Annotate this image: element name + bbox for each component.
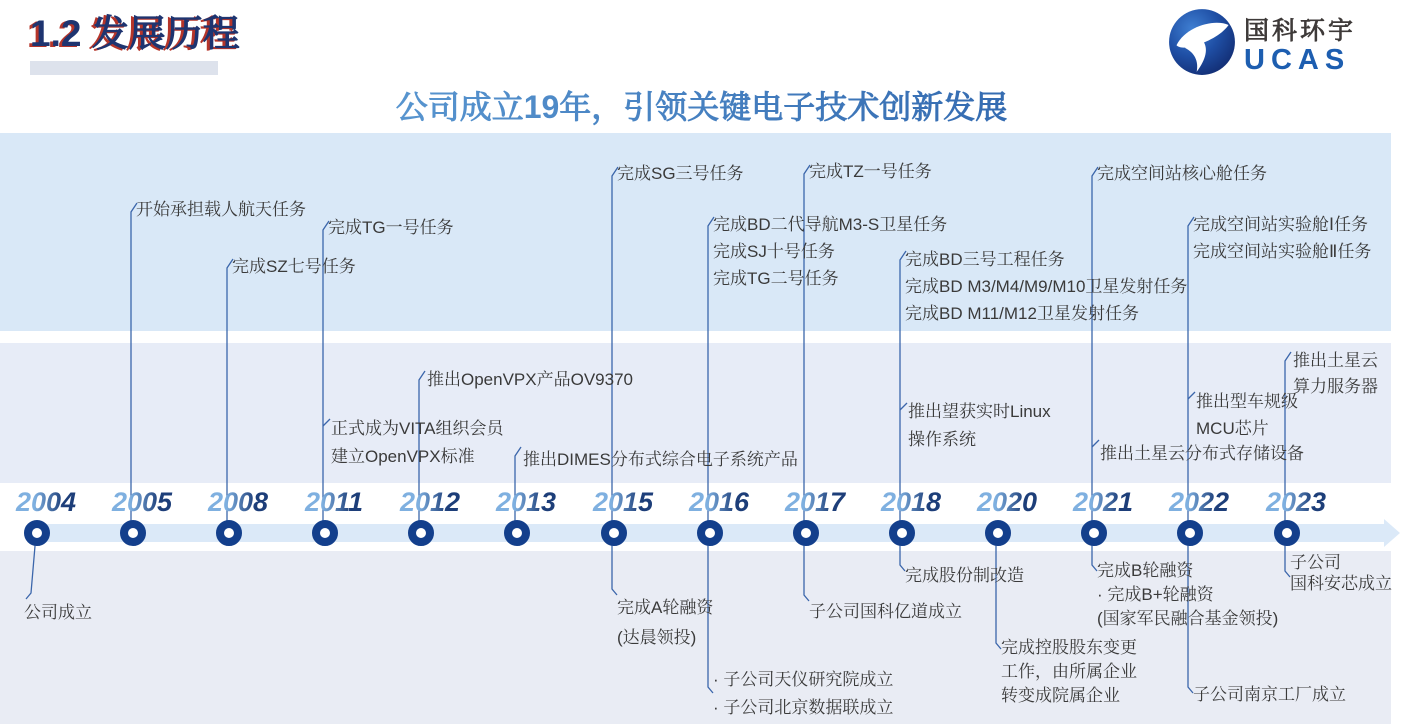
logo-name-cn: 国科环宇 [1244,16,1357,45]
page-title: 1.2 发展历程 [30,13,240,54]
year-label-2012: 2012 [382,487,478,518]
year-label-2011: 2011 [286,487,382,518]
annotation-line: 转变成院属企业 [1001,686,1120,705]
annotation-line: 完成股份制改造 [905,566,1024,585]
year-label-2013: 2013 [478,487,574,518]
missions-2021 [1097,160,1267,187]
annotation-line: 子公司国科亿道成立 [809,602,962,621]
slide-headline: 公司成立19年，引领关键电子技术创新发展 [0,82,1403,128]
annotation-line: 开始承担载人航天任务 [136,200,306,219]
annotation-line: · 子公司北京数据联成立 [713,698,894,717]
timeline-marker-2020 [985,520,1011,546]
annotation-line: 完成SJ十号任务 [713,242,835,261]
timeline-marker-2021 [1081,520,1107,546]
year-label-2018: 2018 [863,487,959,518]
products-2022 [1196,388,1298,442]
annotation-line: MCU芯片 [1196,419,1269,438]
products-2011 [331,415,504,471]
annotation-line: 国科安芯成立 [1290,574,1392,593]
annotation-line: 完成BD三号工程任务 [905,250,1065,269]
timeline-marker-2012 [408,520,434,546]
annotation-line: 完成TZ一号任务 [809,162,932,181]
timeline-marker-2008 [216,520,242,546]
annotation-line: 完成空间站实验舱Ⅱ任务 [1193,242,1372,261]
year-label-2021: 2021 [1055,487,1151,518]
annotation-line: 完成BD M3/M4/M9/M10卫星发射任务 [905,277,1188,296]
year-label-2004: 2004 [0,487,94,518]
year-label-2020: 2020 [959,487,1055,518]
annotation-line: 完成TG二号任务 [713,269,839,288]
annotation-line: 工作，由所属企业 [1001,662,1137,681]
missions-2017 [809,158,932,185]
year-label-2005: 2005 [94,487,190,518]
annotation-line: (国家军民融合基金领投) [1097,609,1279,628]
missions-2008 [232,253,356,280]
missions-2005 [136,196,306,223]
below-2022 [1193,682,1346,708]
annotation-line: 算力服务器 [1293,377,1378,396]
annotation-line: 完成空间站实验舱Ⅰ任务 [1193,215,1369,234]
annotation-line: 推出型车规级 [1196,392,1298,411]
products-2012 [427,366,633,393]
below-2004 [24,600,92,626]
timeline-marker-2013 [504,520,530,546]
timeline-marker-2015 [601,520,627,546]
timeline-marker-2004 [24,520,50,546]
below-2016 [713,666,893,722]
missions-2018 [905,246,1187,327]
annotation-line: 完成空间站核心舱任务 [1097,164,1267,183]
timeline-marker-2022 [1177,520,1203,546]
logo-swoosh-globe-icon [1168,8,1236,81]
annotation-line: 完成BD二代导航M3-S卫星任务 [713,215,948,234]
timeline-marker-2016 [697,520,723,546]
annotation-line: 子公司南京工厂成立 [1193,685,1346,704]
annotation-line: 推出土星云 [1293,351,1378,370]
missions-2011 [328,214,454,241]
company-logo [1168,8,1356,81]
products-2013 [523,446,798,473]
annotation-line: 完成B轮融资 [1097,561,1194,580]
annotation-line: 完成SG三号任务 [617,164,744,183]
annotation-line: 正式成为VITA组织会员 [331,419,504,438]
logo-name-en: UCAS [1244,43,1351,76]
year-label-2008: 2008 [190,487,286,518]
timeline-marker-2011 [312,520,338,546]
year-label-2016: 2016 [671,487,767,518]
products-2018 [908,398,1051,454]
products-2023 [1293,348,1378,400]
annotation-line: 公司成立 [24,603,92,622]
annotation-line: 完成控股股东变更 [1001,638,1137,657]
below-2015 [617,593,713,653]
missions-2022 [1193,211,1371,265]
annotation-line: 操作系统 [908,430,976,449]
missions-2015 [617,160,744,187]
annotation-line: (达晨领投) [617,628,697,647]
annotation-line: 完成SZ七号任务 [232,257,356,276]
annotation-line: 完成TG一号任务 [328,218,454,237]
annotation-line: 子公司 [1290,553,1341,572]
below-2020 [1001,636,1137,708]
year-label-2023: 2023 [1248,487,1344,518]
annotation-line: · 完成B+轮融资 [1097,585,1214,604]
year-label-2015: 2015 [575,487,671,518]
annotation-line: 完成BD M11/M12卫星发射任务 [905,304,1139,323]
annotation-line: · 子公司天仪研究院成立 [713,670,894,689]
below-2017 [809,599,962,625]
annotation-line: 推出土星云分布式存储设备 [1100,444,1304,463]
timeline-marker-2018 [889,520,915,546]
timeline-marker-2005 [120,520,146,546]
below-2021 [1097,559,1278,631]
below-2018 [905,563,1024,589]
annotation-line: 推出OpenVPX产品OV9370 [427,370,633,389]
year-label-2022: 2022 [1151,487,1247,518]
timeline-marker-2023 [1274,520,1300,546]
products-2021 [1100,440,1304,467]
timeline-marker-2017 [793,520,819,546]
annotation-line: 推出望获实时Linux [908,402,1051,421]
annotation-line: 建立OpenVPX标准 [331,447,475,466]
year-label-2017: 2017 [767,487,863,518]
annotation-line: 完成A轮融资 [617,598,714,617]
annotation-line: 推出DIMES分布式综合电子系统产品 [523,450,798,469]
below-2023 [1290,552,1392,594]
